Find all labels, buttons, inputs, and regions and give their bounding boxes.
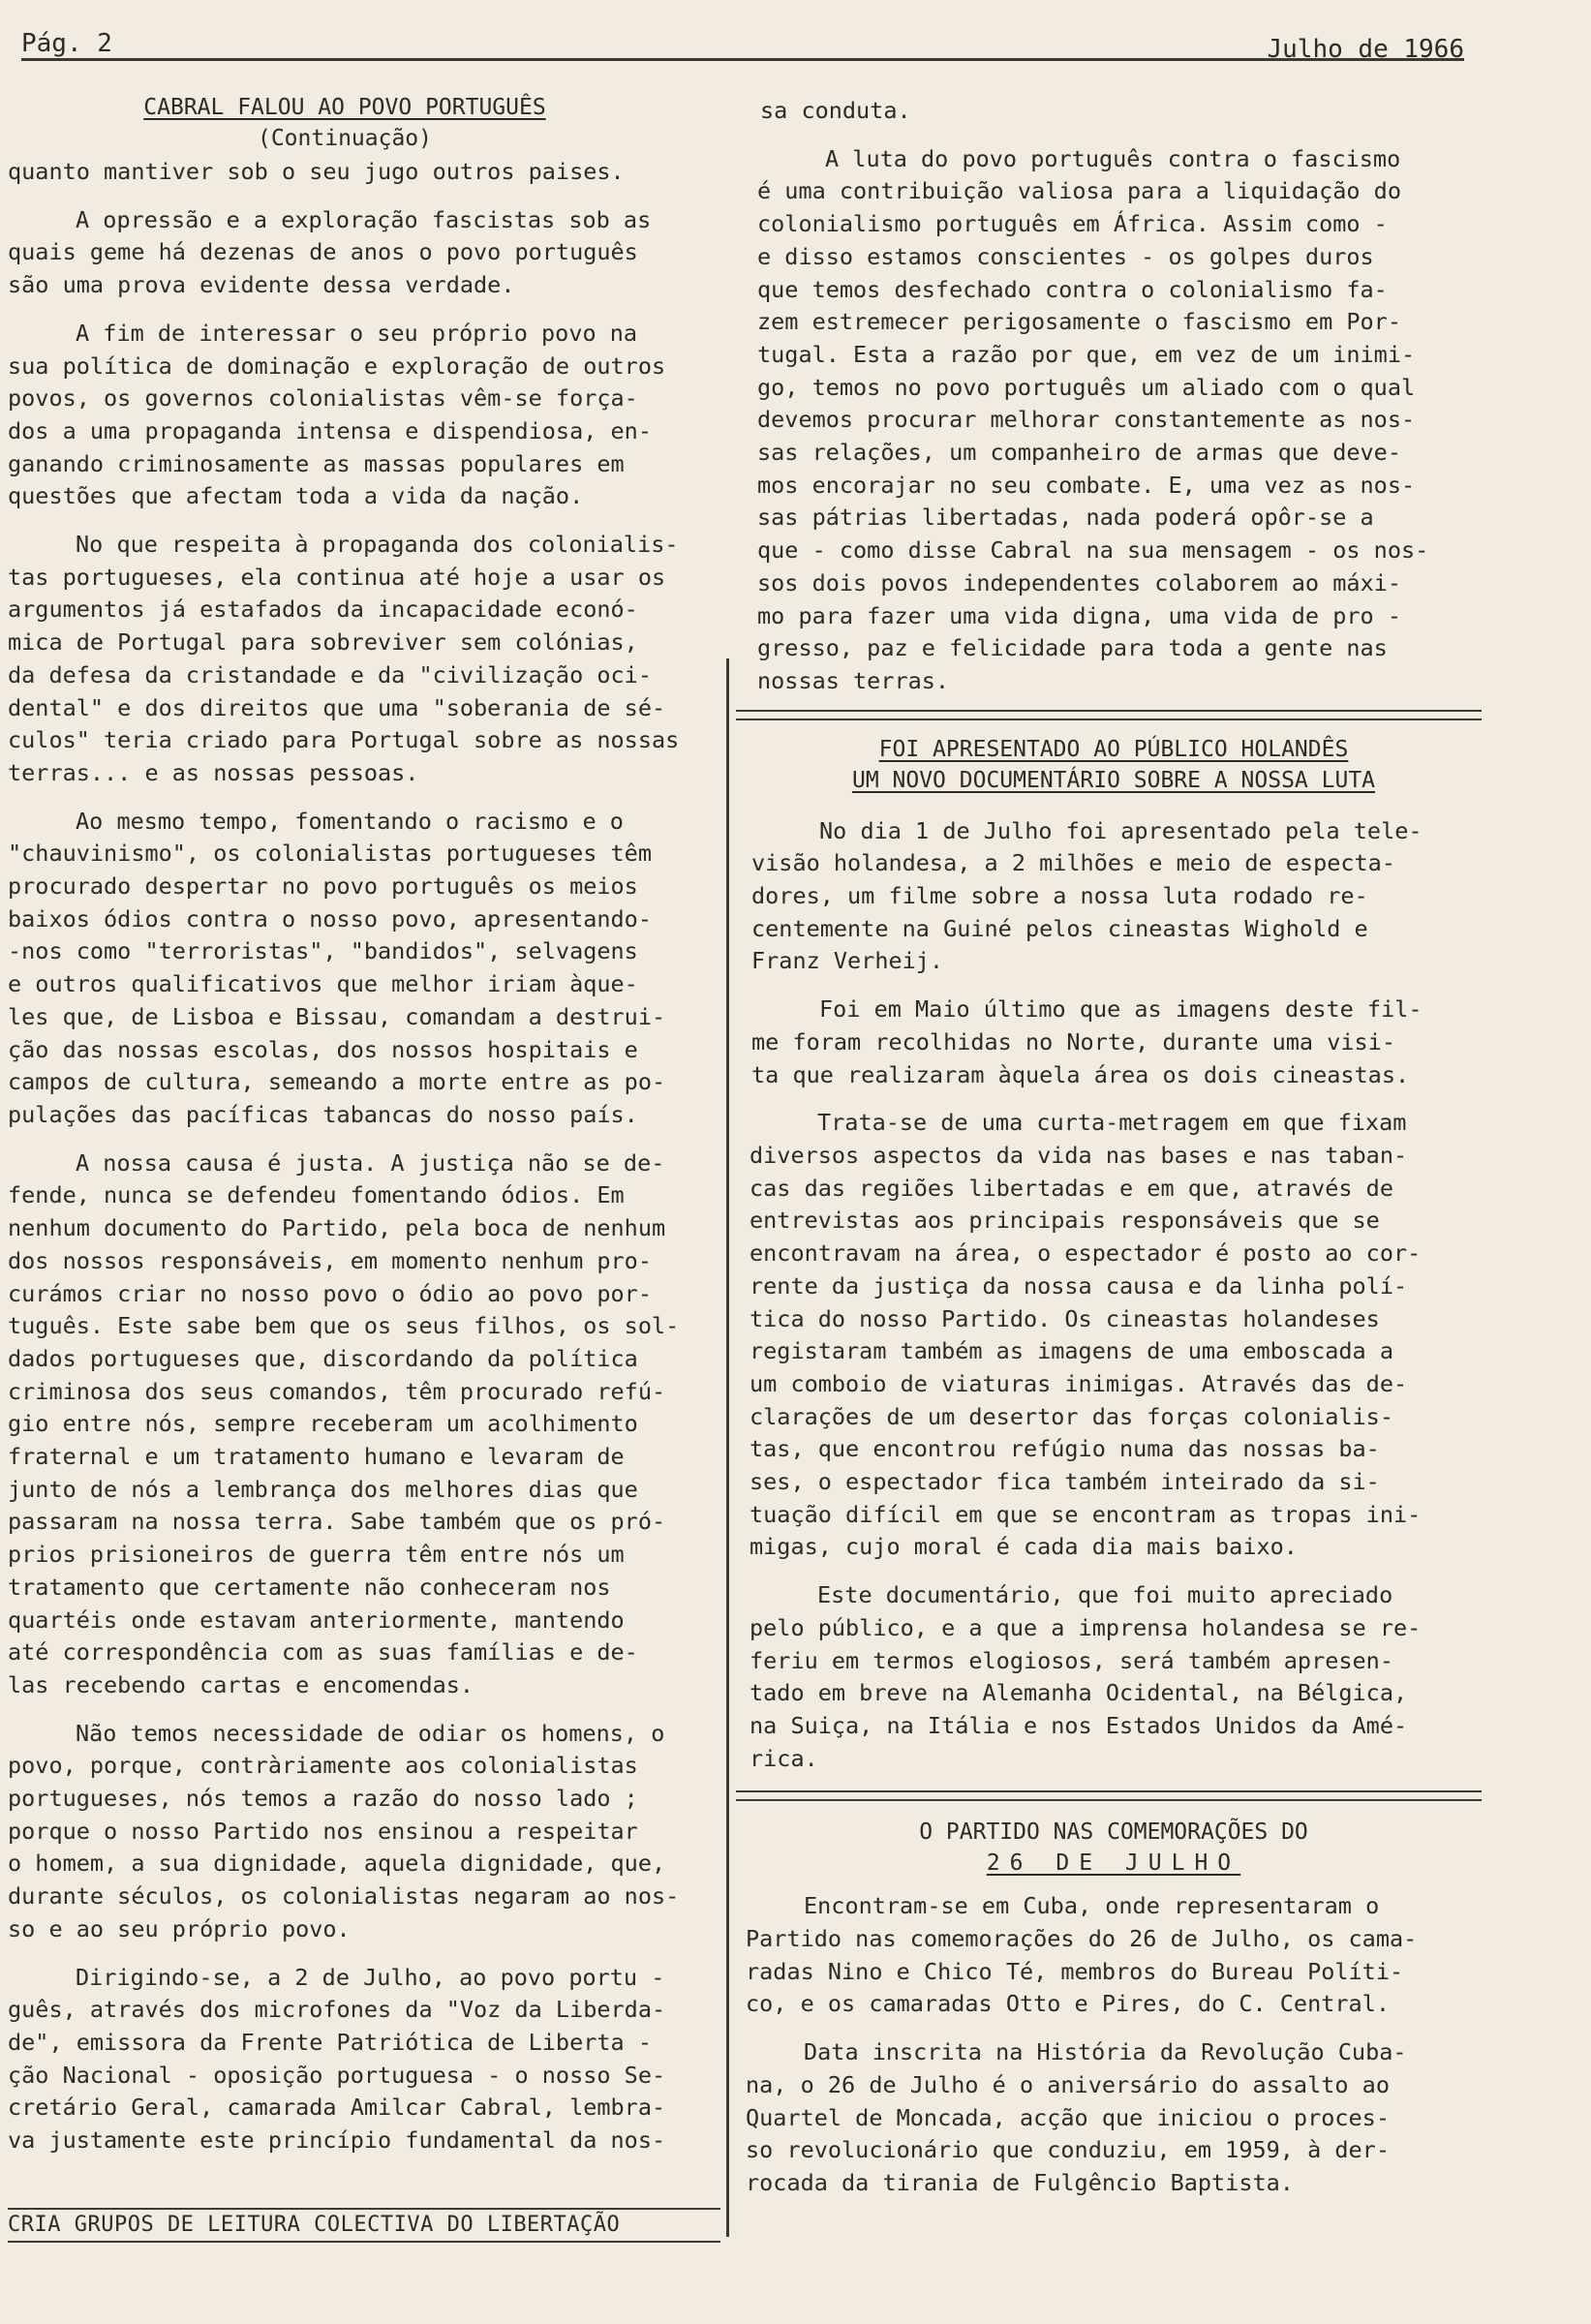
article2-paragraph: Trata-se de uma curta-metragem em que fixam diversos aspectos da vida nas bases e nas taban- cas das regiões libertadas e em que, através de entrevistas aos principais responsáveis que se encontravam na área, o espectador é posto ao cor- rente da justiça da nossa causa e da linha polí- tica do nosso Partido. Os cineastas holandeses registaram também as imagens de uma emboscada a um comboio de viaturas inimigas. Através das de- clarações de um desertor das forças colonialis- tas, que encontrou refúgio numa das nossas ba- ses, o espectador fica também inteirado da si- tuação difícil em que se encontram as tropas ini- migas, cujo moral é cada dia mais baixo. — [750, 1109, 1422, 1561]
article2-title-line2: UM NOVO DOCUMENTÁRIO SOBRE A NOSSA LUTA — [851, 767, 1376, 793]
article2-paragraph: No dia 1 de Julho foi apresentado pela tele- visão holandesa, a 2 milhões e meio de especta- dores, um filme sobre a nossa luta rodado re- centemente na Guiné pelos cineastas Wighold e Franz Verheij. — [751, 816, 1423, 975]
article3-title: O PARTIDO NAS COMEMORAÇÕES DO — [919, 1819, 1308, 1846]
article1-paragraph: A nossa causa é justa. A justiça não se de- fende, nunca se defendeu fomentando ódios. Em nenhum documento do Partido, pela boca de nenhum dos nossos responsáveis, em momento nenhum pro- curámos criar no nosso povo o ódio ao povo por- tuguês. Este sabe bem que os seus filhos, os sol- dados portugueses que, discordando da política criminosa dos seus comandos, têm procurado refú- gio entre nós, sempre receberam um acolhimento fraternal e um tratamento humano e levaram de junto de nós a lembrança dos melhores dias que passaram na nossa terra. Sabe também que os pró- prios prisioneiros de guerra têm entre nós um tratamento que certamente não conheceram nos quartéis onde estavam anteriormente, mantendo até correspondência com as suas famílias e de- las recebendo cartas e encomendas. — [8, 1148, 680, 1698]
column-divider — [726, 658, 729, 2237]
article1-paragraph: A opressão e a exploração fascistas sob as quais geme há dezenas de anos o povo português são uma prova evidente dessa verdade. — [8, 205, 652, 299]
article1-title — [0, 92, 720, 123]
article3-title — [746, 1848, 1482, 1879]
article1-paragraph: Não temos necessidade de odiar os homens, o povo, porque, contràriamente aos colonialistas portugueses, nós temos a razão do nosso lado ; porque o nosso Partido nos ensinou a respeitar o homem, a sua dignidade, aquela dignidade, que, durante séculos, os colonialistas negaram ao nos- so e ao seu próprio povo. — [8, 1719, 680, 1942]
article1-paragraph: Dirigindo-se, a 2 de Julho, ao povo portu - guês, através dos microfones da "Voz da Liberda- de", emissora da Frente Patriótica de Liberta - ção Nacional - oposição portuguesa - o nosso Se- cretário Geral, camarada Amilcar Cabral, lembra- va justamente este princípio fundamental da nos- — [8, 1963, 666, 2155]
article1-paragraph: A fim de interessar o seu próprio povo na sua política de dominação e exploração de outros povos, os governos colonialistas vêm-se força- dos a uma propaganda intensa e dispendiosa, en- ganando criminosamente as massas populares em questões que afectam toda a vida da nação. — [8, 319, 666, 510]
right-column — [746, 95, 1482, 2200]
article1-title-text: CABRAL FALOU AO POVO PORTUGUÊS — [143, 95, 546, 120]
article2-title — [746, 765, 1482, 796]
article1-continuation: sa conduta. — [760, 97, 911, 124]
page-number: Pág. 2 — [21, 29, 112, 58]
footer-slogan: CRIA GRUPOS DE LEITURA COLECTIVA DO LIBERTAÇÃO — [8, 2208, 720, 2243]
issue-date: Julho de 1966 — [1267, 35, 1464, 64]
page-header — [21, 29, 1464, 62]
article3-paragraph: Data inscrita na História da Revolução Cuba- na, o 26 de Julho é o aniversário do assalto ao Quartel de Moncada, acção que iniciou o proces- so revolucionário que conduziu, em 1959, à der- rocada da tirania de Fulgêncio Baptista. — [746, 2038, 1407, 2196]
article2-title — [746, 734, 1482, 765]
article3-title-line2: 26 DE JULHO — [986, 1850, 1241, 1877]
article1-paragraph: Ao mesmo tempo, fomentando o racismo e o "chauvinismo", os colonialistas portugueses têm procurado despertar no povo português os meios baixos ódios contra o nosso povo, apresentando- -nos como "terroristas", "bandidos", selvagens e outros qualificativos que melhor iriam àque- les que, de Lisboa e Bissau, comandam a destrui- ção das nossas escolas, dos nossos hospitais e campos de cultura, semeando a morte entre as po- pulações das pacíficas tabancas do nosso país. — [8, 807, 666, 1128]
article2-paragraph: Foi em Maio último que as imagens deste fil- me foram recolhidas no Norte, durante uma visi- ta que realizaram àquela área os dois cineastas. — [751, 995, 1423, 1088]
header-rule — [21, 58, 1464, 61]
article3-paragraph: Encontram-se em Cuba, onde representaram o Partido nas comemorações do 26 de Julho, os cama- radas Nino e Chico Té, membros do Bureau Políti- co, e os camaradas Otto e Pires, do C. Central. — [746, 1892, 1418, 2018]
section-divider — [736, 710, 1482, 720]
article2-paragraph: Este documentário, que foi muito apreciado pelo público, e a que a imprensa holandesa se re- feriu em termos elogiosos, será também apresen- tado em breve na Alemanha Ocidental, na Bélgica, na Suiça, na Itália e nos Estados Unidos da Amé- rica. — [750, 1581, 1422, 1772]
left-column — [8, 92, 720, 2157]
section-divider — [736, 1790, 1482, 1801]
article1-continuation: A luta do povo português contra o fascismo é uma contribuição valiosa para a liquidação do colonialismo português em África. Assim como - e disso estamos conscientes - os golpes duros que temos desfechado contra o colonialismo fa- zem estremecer perigosamente o fascismo em Por- tugal. Esta a razão por que, em vez de um inimi- go, temos no povo português um aliado com o qual devemos procurar melhorar constantemente as nos- sas relações, um companheiro de armas que deve- mos encorajar no seu combate. E, uma vez as nos- sas pátrias libertadas, nada poderá opôr-se a que - como disse Cabral na sua mensagem - os nos- sos dois povos independentes colaborem ao máxi- mo para fazer uma vida digna, uma vida de pro - gresso, paz e felicidade para toda a gente nas nossas terras. — [757, 144, 1429, 694]
article1-subtitle: (Continuação) — [257, 126, 432, 151]
article2-title-line1: FOI APRESENTADO AO PÚBLICO HOLANDÊS — [878, 736, 1349, 762]
article1-paragraph: No que respeita à propaganda dos colonialis- tas portugueses, ela continua até hoje a usar os argumentos já estafados da incapacidade econó- mica de Portugal para sobreviver sem colónias, da defesa da cristandade e da "civilização oci- dental" e dos direitos que uma "soberania de sé- culos" teria criado para Portugal sobre as nossas terras... e as nossas pessoas. — [8, 531, 680, 786]
article1-paragraph: quanto mantiver sob o seu jugo outros paises. — [8, 158, 625, 185]
